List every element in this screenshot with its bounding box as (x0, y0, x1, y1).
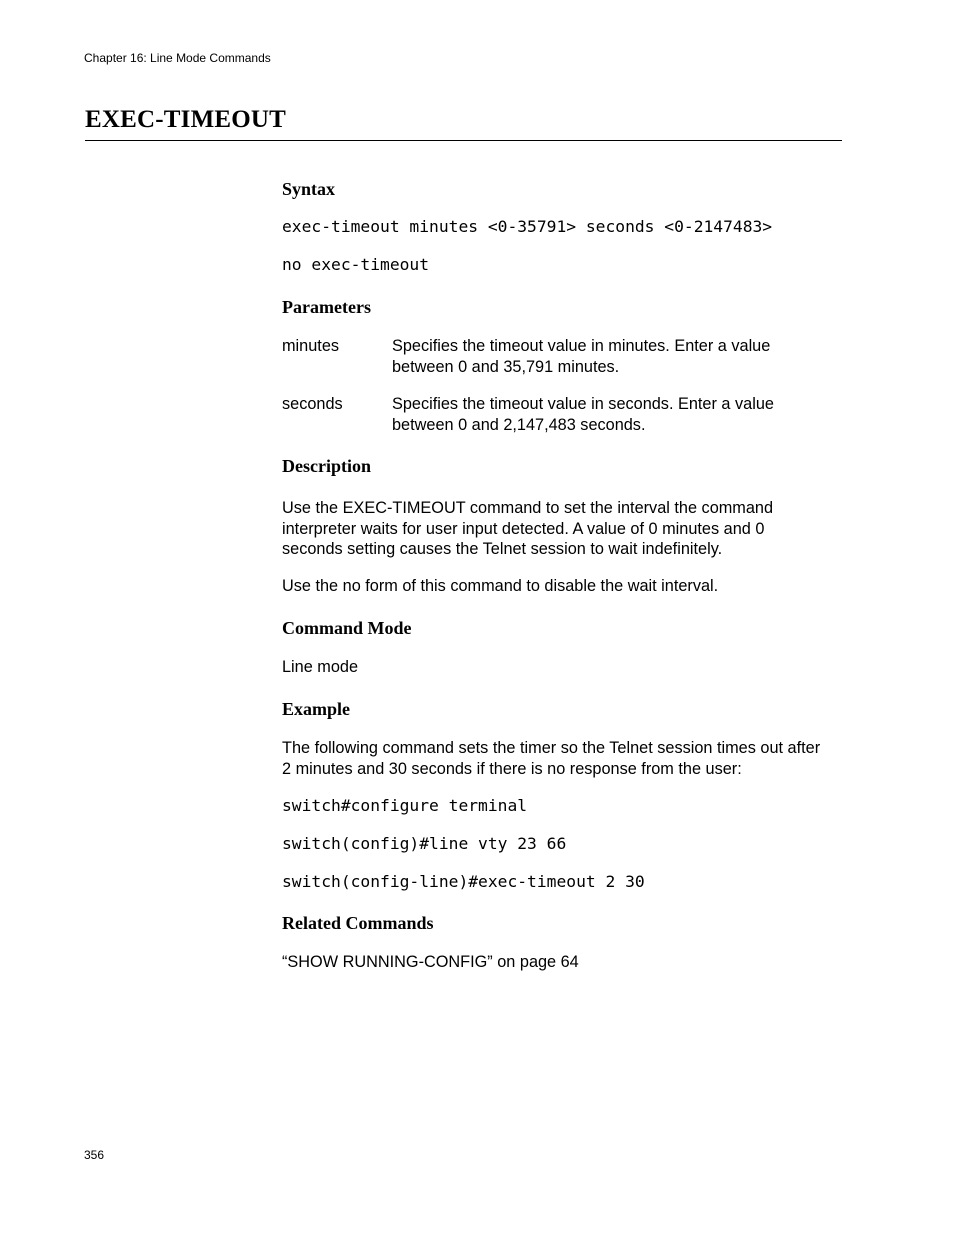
page-number: 356 (84, 1148, 105, 1162)
related-command-link[interactable]: “SHOW RUNNING-CONFIG” on page 64 (282, 953, 579, 971)
syntax-heading: Syntax (282, 179, 336, 199)
example-command: switch(config)#line vty 23 66 (282, 834, 567, 853)
example-heading: Example (282, 699, 351, 719)
related-commands-heading: Related Commands (282, 913, 434, 933)
example-command: switch#configure terminal (282, 796, 528, 815)
running-header: Chapter 16: Line Mode Commands (84, 51, 271, 65)
syntax-line: no exec-timeout (282, 255, 430, 274)
example-intro: The following command sets the timer so the Telnet session times out after 2 minutes and 30 seconds if there is no response from the user: (282, 739, 821, 778)
command-mode-text: Line mode (282, 658, 359, 676)
page-title: EXEC-TIMEOUT (85, 106, 287, 133)
title-rule (85, 140, 842, 141)
description-paragraph: Use the EXEC-TIMEOUT command to set the interval the command interpreter waits for user input detected. A value of 0 minutes and 0 seconds setting causes the Telnet session to wait indefinitely. (282, 499, 774, 558)
syntax-line: exec-timeout minutes <0-35791> seconds <0-2147483> (282, 217, 773, 236)
parameter-name: minutes (282, 337, 340, 355)
command-mode-heading: Command Mode (282, 618, 412, 638)
description-heading: Description (282, 456, 371, 476)
parameter-name: seconds (282, 395, 343, 413)
parameters-heading: Parameters (282, 297, 371, 317)
parameter-description: Specifies the timeout value in minutes. Enter a value between 0 and 35,791 minutes. (392, 337, 771, 376)
description-paragraph: Use the no form of this command to disable the wait interval. (282, 577, 719, 595)
parameter-description: Specifies the timeout value in seconds. Enter a value between 0 and 2,147,483 seconds. (392, 395, 774, 434)
example-command: switch(config-line)#exec-timeout 2 30 (282, 872, 645, 891)
